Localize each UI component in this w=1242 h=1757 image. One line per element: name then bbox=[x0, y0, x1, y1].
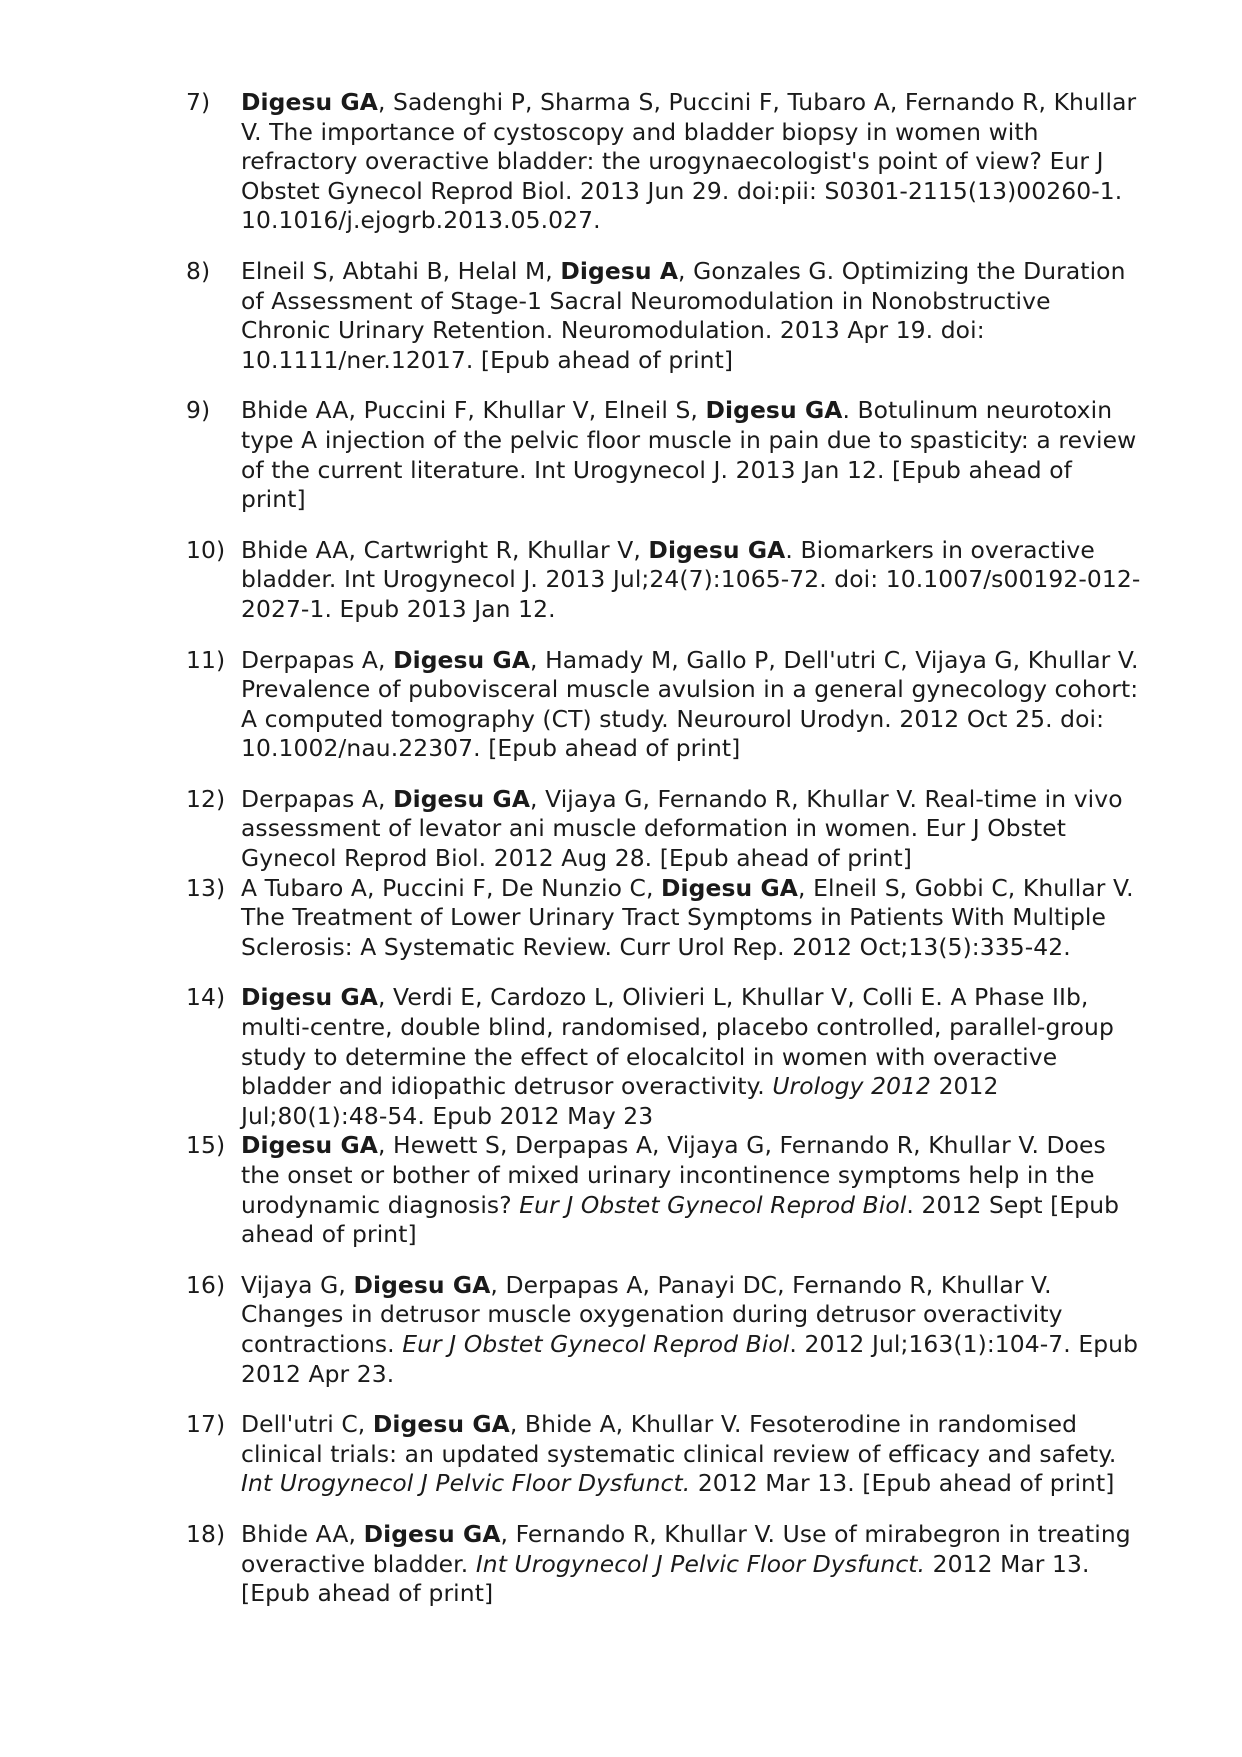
reference-segment: , Sadenghi P, Sharma S, Puccini F, Tubaro A, Fernando R, Khullar V. The importance of cystoscopy and bladder biopsy in women with refractory overactive bladder: the urogynaecologist's point of view? Eur J Obstet Gynecol Reprod Biol. 2013 Jun 29. doi:pii: S0301-2115(13)00260-1. 10.1016/j.ejogrb.2013.05.027. bbox=[241, 88, 1137, 235]
author-highlight: Digesu GA bbox=[393, 645, 531, 674]
reference-text bbox=[241, 536, 1142, 625]
reference-segment: Derpapas A, bbox=[241, 645, 394, 674]
reference-text bbox=[241, 983, 1142, 1131]
author-highlight: Digesu GA bbox=[241, 983, 378, 1012]
reference-segment: Bhide AA, Cartwright R, Khullar V, bbox=[241, 535, 649, 564]
reference-segment: . Botulinum neurotoxin type A injection of the pelvic floor muscle in pain due to spasticity: a review of the current literature. Int Urogynecol J. 2013 Jan 12. [Epub ahead of print] bbox=[241, 396, 1137, 514]
reference-text bbox=[241, 1520, 1142, 1609]
author-highlight: Digesu A bbox=[560, 256, 679, 285]
reference-number: 17) bbox=[186, 1410, 226, 1439]
author-highlight: Digesu GA bbox=[661, 873, 798, 902]
reference-list bbox=[186, 88, 1142, 1609]
reference-item bbox=[186, 983, 1142, 1131]
reference-text bbox=[241, 785, 1142, 874]
reference-segment: Vijaya G, bbox=[241, 1270, 354, 1299]
journal-title: Int Urogynecol J Pelvic Floor Dysfunct. bbox=[241, 1469, 691, 1498]
reference-segment: Bhide AA, bbox=[241, 1519, 364, 1548]
reference-number: 7) bbox=[186, 88, 211, 116]
reference-number: 11) bbox=[186, 645, 226, 674]
reference-segment: , Hamady M, Gallo P, Dell'utri C, Vijaya G, Khullar V. Prevalence of pubovisceral muscle avulsion in a general gynecology cohort: A computed tomography (CT) study. Neurourol Urodyn. 2012 Oct 25. doi: 10.1002/nau.22307. [Epub ahead of print] bbox=[241, 645, 1139, 763]
reference-segment: . Biomarkers in overactive bladder. Int Urogynecol J. 2013 Jul;24(7):1065-72. doi: 10.1007/s00192-012-2027-1. Epub 2013 Jan 12. bbox=[241, 535, 1141, 623]
author-highlight: Digesu GA bbox=[353, 1270, 491, 1299]
reference-text bbox=[241, 874, 1142, 963]
reference-segment: , Hewett S, Derpapas A, Vijaya G, Fernando R, Khullar V. Does the onset or bother of mixed urinary incontinence symptoms help in the urodynamic diagnosis? bbox=[241, 1131, 1106, 1219]
reference-number: 13) bbox=[186, 873, 226, 902]
reference-item bbox=[186, 536, 1142, 625]
reference-number: 10) bbox=[186, 535, 226, 564]
reference-segment: Bhide AA, Puccini F, Khullar V, Elneil S, bbox=[241, 396, 706, 425]
reference-segment: , Elneil S, Gobbi C, Khullar V. The Treatment of Lower Urinary Tract Symptoms in Patients With Multiple Sclerosis: A Systematic Review. Curr Urol Rep. 2012 Oct;13(5):335-42. bbox=[241, 873, 1134, 961]
reference-segment: 2012 Mar 13. [Epub ahead of print] bbox=[241, 1549, 1090, 1608]
journal-title: Int Urogynecol J Pelvic Floor Dysfunct. bbox=[475, 1549, 926, 1578]
reference-segment: 2012 Mar 13. [Epub ahead of print] bbox=[690, 1469, 1115, 1498]
reference-item bbox=[186, 1131, 1142, 1249]
reference-segment: Elneil S, Abtahi B, Helal M, bbox=[241, 256, 561, 285]
author-highlight: Digesu GA bbox=[372, 1410, 510, 1439]
reference-segment: , Fernando R, Khullar V. Use of mirabegron in treating overactive bladder. bbox=[241, 1519, 1131, 1578]
reference-text bbox=[241, 257, 1142, 375]
reference-item bbox=[186, 874, 1142, 963]
reference-segment: . 2012 Jul;163(1):104-7. Epub 2012 Apr 23. bbox=[241, 1329, 1139, 1388]
reference-text bbox=[241, 88, 1142, 236]
reference-number: 8) bbox=[186, 256, 211, 285]
reference-text bbox=[241, 1271, 1142, 1389]
reference-text bbox=[241, 396, 1142, 514]
author-highlight: Digesu GA bbox=[705, 396, 843, 425]
reference-segment: . 2012 Sept [Epub ahead of print] bbox=[241, 1190, 1120, 1249]
reference-text bbox=[241, 1410, 1142, 1499]
author-highlight: Digesu GA bbox=[393, 784, 531, 813]
reference-number: 18) bbox=[186, 1519, 226, 1548]
reference-segment: , Vijaya G, Fernando R, Khullar V. Real-time in vivo assessment of levator ani muscle deformation in women. Eur J Obstet Gynecol Reprod Biol. 2012 Aug 28. [Epub ahead of print] bbox=[241, 784, 1123, 873]
reference-text bbox=[241, 1131, 1142, 1249]
reference-item bbox=[186, 1520, 1142, 1609]
author-highlight: Digesu GA bbox=[241, 88, 378, 116]
journal-title: Urology 2012 bbox=[772, 1072, 932, 1101]
reference-segment: , Bhide A, Khullar V. Fesoterodine in randomised clinical trials: an updated systematic clinical review of efficacy and safety. bbox=[241, 1410, 1117, 1468]
reference-item bbox=[186, 88, 1142, 236]
reference-item bbox=[186, 785, 1142, 874]
journal-title: Eur J Obstet Gynecol Reprod Biol bbox=[519, 1190, 907, 1219]
reference-item bbox=[186, 257, 1142, 375]
reference-segment: A Tubaro A, Puccini F, De Nunzio C, bbox=[241, 873, 662, 902]
journal-title: Eur J Obstet Gynecol Reprod Biol bbox=[402, 1329, 790, 1358]
author-highlight: Digesu GA bbox=[363, 1519, 501, 1548]
reference-item bbox=[186, 1410, 1142, 1499]
reference-number: 9) bbox=[186, 396, 211, 425]
reference-item bbox=[186, 1271, 1142, 1389]
reference-segment: , Gonzales G. Optimizing the Duration of Assessment of Stage-1 Sacral Neuromodulation in Nonobstructive Chronic Urinary Retention. Neuromodulation. 2013 Apr 19. doi: 10.1111/ner.12017. [Epub ahead of print] bbox=[241, 256, 1126, 374]
reference-segment: 2012 Jul;80(1):48-54. Epub 2012 May 23 bbox=[241, 1072, 999, 1130]
reference-number: 15) bbox=[186, 1131, 226, 1160]
reference-segment: , Verdi E, Cardozo L, Olivieri L, Khullar V, Colli E. A Phase IIb, multi-centre, double blind, randomised, placebo controlled, parallel-group study to determine the effect of elocalcitol in women with overactive bladder and idiopathic detrusor overactivity. bbox=[241, 983, 1114, 1101]
reference-segment: , Derpapas A, Panayi DC, Fernando R, Khullar V. Changes in detrusor muscle oxygenation during detrusor overactivity contractions. bbox=[241, 1270, 1063, 1358]
reference-item bbox=[186, 396, 1142, 514]
reference-segment: Dell'utri C, bbox=[241, 1410, 373, 1439]
author-highlight: Digesu GA bbox=[241, 1131, 378, 1160]
reference-text bbox=[241, 646, 1142, 764]
reference-item bbox=[186, 646, 1142, 764]
reference-number: 12) bbox=[186, 784, 226, 813]
reference-number: 14) bbox=[186, 983, 226, 1012]
author-highlight: Digesu GA bbox=[648, 535, 786, 564]
reference-segment: Derpapas A, bbox=[241, 784, 394, 813]
reference-number: 16) bbox=[186, 1270, 226, 1299]
